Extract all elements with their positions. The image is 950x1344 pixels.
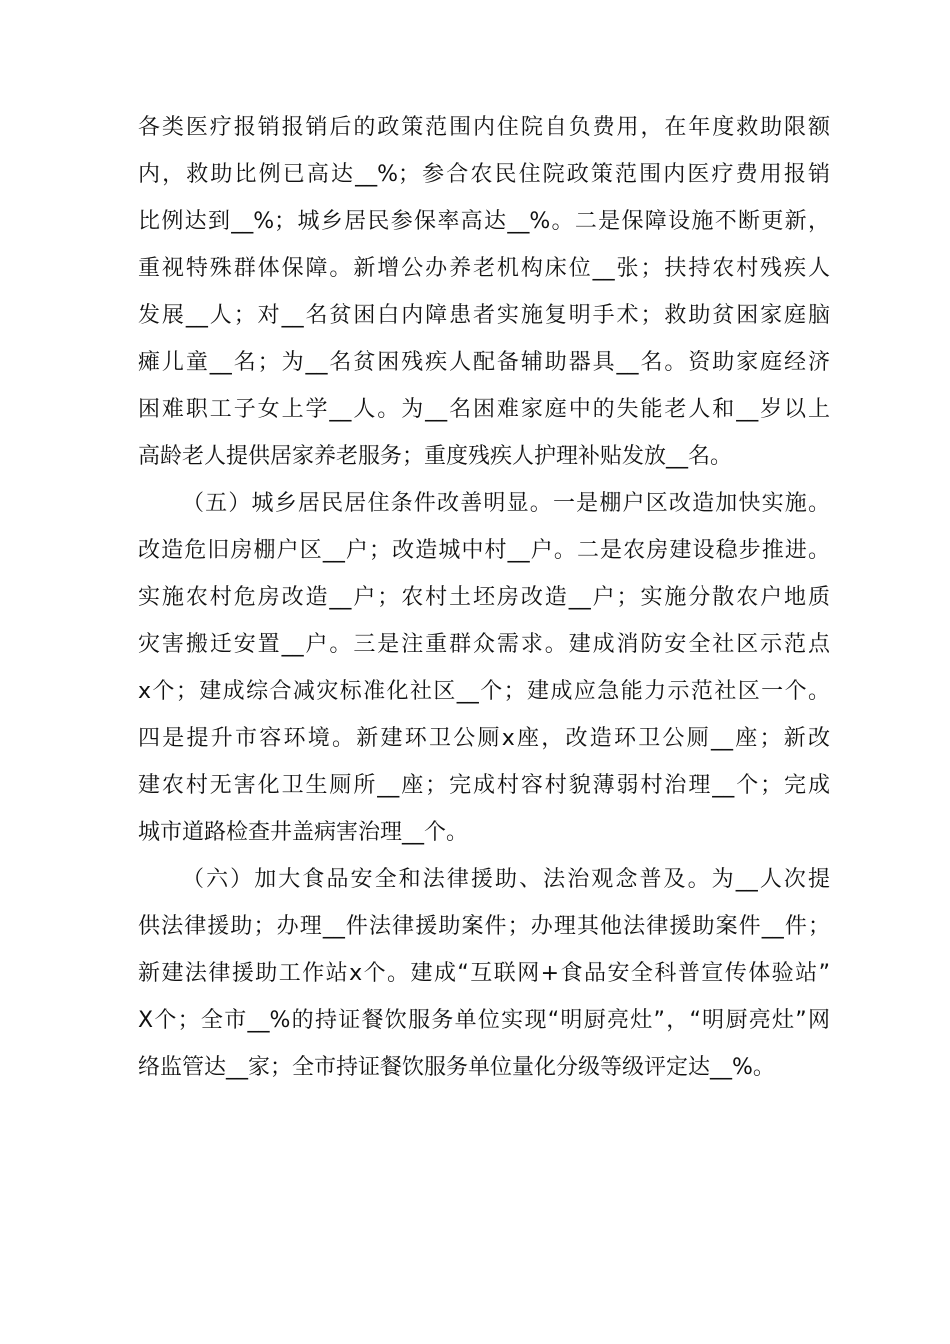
text-line: 新建法律援助工作站x个。建成“互联网+食品安全科普宣传体验站”	[138, 961, 830, 986]
text-line: 重视特殊群体保障。新增公办养老机构床位__张；扶持农村残疾人	[138, 256, 830, 281]
text-line: 四是提升市容环境。新建环卫公厕x座，改造环卫公厕__座；新改	[138, 726, 830, 751]
text-line: 建农村无害化卫生厕所__座；完成村容村貌薄弱村治理__个；完成	[138, 773, 830, 798]
text-line: 各类医疗报销报销后的政策范围内住院自负费用，在年度救助限额	[138, 115, 830, 140]
text-line: 比例达到__%；城乡居民参保率高达__%。二是保障设施不断更新，	[138, 209, 830, 234]
text-line: 络监管达__家；全市持证餐饮服务单位量化分级等级评定达__%。	[138, 1055, 775, 1080]
text-line: 困难职工子女上学__人。为__名困难家庭中的失能老人和__岁以上	[138, 397, 830, 422]
text-line: x个；建成综合减灾标准化社区__个；建成应急能力示范社区一个。	[138, 679, 830, 704]
text-line: 瘫儿童__名；为__名贫困残疾人配备辅助器具__名。资助家庭经济	[138, 350, 830, 375]
text-line: 灾害搬迁安置__户。三是注重群众需求。建成消防安全社区示范点	[138, 632, 830, 657]
text-line: X个；全市__%的持证餐饮服务单位实现“明厨亮灶”，“明厨亮灶”网	[138, 1008, 830, 1033]
text-line: 城市道路检查井盖病害治理__个。	[138, 820, 469, 845]
text-line: （六）加大食品安全和法律援助、法治观念普及。为__人次提	[182, 867, 830, 892]
text-line: 改造危旧房棚户区__户；改造城中村__户。二是农房建设稳步推进。	[138, 538, 830, 563]
text-line: 高龄老人提供居家养老服务；重度残疾人护理补贴发放__名。	[138, 444, 733, 469]
text-line: 供法律援助；办理__件法律援助案件；办理其他法律援助案件__件；	[138, 914, 830, 939]
text-line: （五）城乡居民居住条件改善明显。一是棚户区改造加快实施。	[182, 491, 830, 516]
text-line: 内，救助比例已高达__%；参合农民住院政策范围内医疗费用报销	[138, 162, 830, 187]
text-line: 发展__人；对__名贫困白内障患者实施复明手术；救助贫困家庭脑	[138, 303, 830, 328]
text-line: 实施农村危房改造__户；农村土坯房改造__户；实施分散农户地质	[138, 585, 830, 610]
body-text	[138, 104, 830, 1091]
